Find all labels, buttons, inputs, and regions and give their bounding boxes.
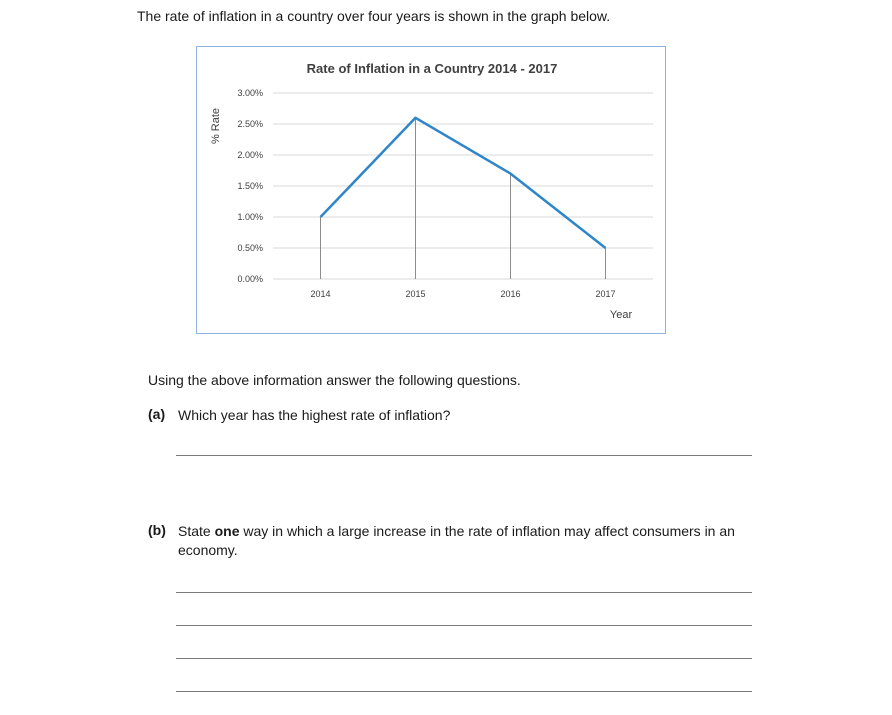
answer-line-b1[interactable] xyxy=(176,592,752,593)
y-tick-label: 1.00% xyxy=(237,212,263,222)
chart-title: Rate of Inflation in a Country 2014 - 2017 xyxy=(306,61,558,76)
x-tick-label: 2016 xyxy=(500,289,521,299)
x-tick-label: 2015 xyxy=(405,289,426,299)
y-tick-label: 0.50% xyxy=(237,243,263,253)
x-tick-label: 2017 xyxy=(595,289,616,299)
inflation-chart xyxy=(196,46,666,334)
x-axis-label: Year xyxy=(609,309,633,321)
y-tick-label: 3.00% xyxy=(237,88,263,98)
chart-svg xyxy=(197,47,667,335)
answer-line-b4[interactable] xyxy=(176,691,752,692)
y-tick-label: 2.00% xyxy=(237,150,263,160)
answer-line-a[interactable] xyxy=(176,455,752,456)
question-b-text-line2: economy. xyxy=(178,542,238,558)
intro-text: The rate of inflation in a country over four years is shown in the graph below. xyxy=(137,8,611,24)
y-axis-label: % Rate xyxy=(210,107,222,145)
question-b-emphasis: one xyxy=(214,523,240,539)
question-a-text: Which year has the highest rate of inflation? xyxy=(178,407,451,423)
question-a-label: (a) xyxy=(148,406,166,422)
question-b-label: (b) xyxy=(148,522,166,538)
question-b-text xyxy=(178,522,758,560)
y-tick-label: 0.00% xyxy=(237,274,263,284)
question-b-text-part1: State xyxy=(178,523,215,539)
y-tick-label: 2.50% xyxy=(237,119,263,129)
series-line xyxy=(321,118,606,248)
x-tick-label: 2014 xyxy=(310,289,331,299)
y-tick-label: 1.50% xyxy=(237,181,263,191)
question-b-text-part2: way in which a large increase in the rate of inflation may affect consumers in an xyxy=(239,523,735,539)
answer-line-b3[interactable] xyxy=(176,658,752,659)
answer-line-b2[interactable] xyxy=(176,625,752,626)
instructions: Using the above information answer the following questions. xyxy=(148,372,521,388)
